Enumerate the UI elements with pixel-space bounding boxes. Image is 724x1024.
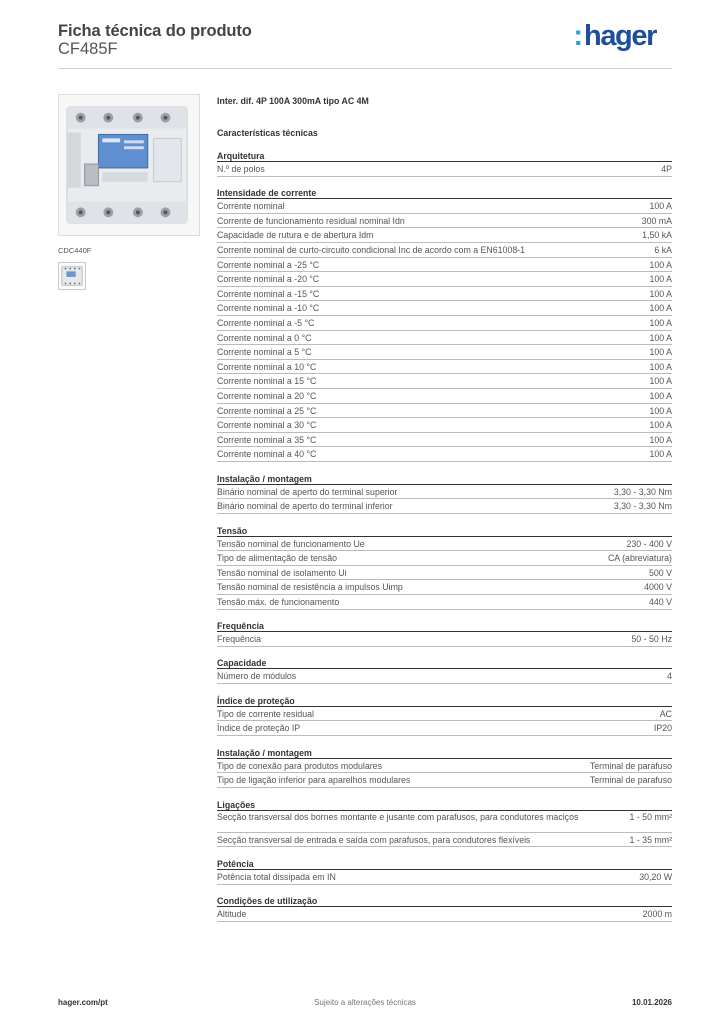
spec-label: Binário nominal de aperto do terminal superior <box>217 486 398 497</box>
spec-value: 500 V <box>649 567 672 578</box>
spec-label: Corrente nominal a -10 °C <box>217 303 320 314</box>
product-description: Inter. dif. 4P 100A 300mA tipo AC 4M <box>217 96 369 106</box>
spec-value: 1,50 kA <box>642 230 672 241</box>
spec-row <box>217 272 672 287</box>
spec-row <box>217 243 672 258</box>
spec-section <box>217 620 672 647</box>
spec-value: 100 A <box>649 332 672 343</box>
spec-row <box>217 404 672 419</box>
spec-value: Terminal de parafuso <box>589 775 672 786</box>
spec-value: 4000 V <box>644 582 672 593</box>
spec-label: N.º de polos <box>217 164 265 174</box>
spec-row <box>217 214 672 229</box>
page-header <box>58 20 672 70</box>
spec-value: 1 - 50 mm² <box>629 811 672 822</box>
spec-row <box>217 228 672 243</box>
spec-row <box>217 301 672 316</box>
footer-date: 10.01.2026 <box>631 998 672 1007</box>
spec-label: Corrente nominal a -25 °C <box>217 259 320 270</box>
spec-row <box>217 499 672 514</box>
spec-sections <box>217 150 672 922</box>
tech-characteristics-heading: Características técnicas <box>217 128 318 138</box>
spec-label: Tipo de alimentação de tensão <box>217 553 337 564</box>
spec-row <box>217 870 672 885</box>
spec-section <box>217 473 672 514</box>
spec-row <box>217 331 672 346</box>
spec-label: Capacidade de rutura e de abertura Idm <box>217 230 374 241</box>
spec-value: 100 A <box>649 201 672 212</box>
spec-row <box>217 551 672 566</box>
spec-row <box>217 316 672 331</box>
spec-row <box>217 707 672 722</box>
spec-value: 100 A <box>649 405 672 416</box>
spec-row <box>217 447 672 462</box>
spec-value: 100 A <box>649 288 672 299</box>
spec-value: 100 A <box>649 420 672 431</box>
spec-row <box>217 287 672 302</box>
spec-value: 100 A <box>649 274 672 285</box>
spec-row <box>217 759 672 774</box>
page-footer <box>58 998 672 1010</box>
section-title: Condições de utilização <box>217 895 672 907</box>
section-title: Ligações <box>217 799 672 811</box>
spec-row <box>217 360 672 375</box>
section-title: Instalação / montagem <box>217 747 672 759</box>
spec-label: Tensão nominal de isolamento Ui <box>217 567 347 578</box>
spec-label: Corrente nominal a 30 °C <box>217 420 317 431</box>
spec-row <box>217 162 672 177</box>
spec-section <box>217 799 672 848</box>
spec-value: 3,30 - 3,30 Nm <box>613 501 672 512</box>
spec-row <box>217 833 672 848</box>
spec-label: Secção transversal de entrada e saída com parafusos, para condutores flexíveis <box>217 834 531 845</box>
spec-label: Índice de proteção IP <box>217 723 301 734</box>
section-title: Instalação / montagem <box>217 473 672 485</box>
spec-row <box>217 566 672 581</box>
spec-section <box>217 657 672 684</box>
spec-label: Corrente nominal a 20 °C <box>217 391 317 401</box>
section-title: Intensidade de corrente <box>217 187 672 199</box>
spec-value: 50 - 50 Hz <box>631 634 672 645</box>
spec-label: Tensão máx. de funcionamento <box>217 596 340 607</box>
spec-value: 3,30 - 3,30 Nm <box>613 486 672 497</box>
spec-value: 100 A <box>649 449 672 460</box>
spec-label: Corrente nominal de curto-circuito condicional Inc de acordo com a EN61008-1 <box>217 245 526 256</box>
spec-label: Corrente nominal <box>217 201 285 212</box>
spec-row <box>217 632 672 647</box>
spec-label: Frequência <box>217 634 262 645</box>
section-title: Potência <box>217 858 672 870</box>
footer-website[interactable]: hager.com/pt <box>58 998 108 1007</box>
spec-section <box>217 525 672 610</box>
spec-label: Corrente nominal a 15 °C <box>217 376 317 387</box>
spec-row <box>217 485 672 500</box>
spec-label: Tensão nominal de resistência a impulsos Uimp <box>217 582 403 593</box>
spec-row <box>217 258 672 273</box>
spec-value: 100 A <box>649 259 672 270</box>
spec-value: 100 A <box>649 434 672 445</box>
section-title: Arquitetura <box>217 150 672 162</box>
product-media <box>58 94 200 290</box>
document-title: Ficha técnica do produto <box>58 22 252 40</box>
spec-label: Potência total dissipada em IN <box>217 872 336 883</box>
spec-value: 100 A <box>649 347 672 358</box>
photo-caption: CDC440F <box>58 246 92 255</box>
spec-value: 6 kA <box>654 245 672 256</box>
spec-row <box>217 811 672 833</box>
spec-label: Número de módulos <box>217 671 297 682</box>
spec-value: 100 A <box>649 318 672 329</box>
spec-label: Corrente nominal a 25 °C <box>217 405 317 416</box>
spec-value: 30,20 W <box>639 872 672 883</box>
spec-section <box>217 858 672 885</box>
spec-value: 1 - 35 mm² <box>629 834 672 845</box>
spec-row <box>217 595 672 610</box>
spec-value: 100 A <box>649 376 672 387</box>
spec-content <box>217 96 672 933</box>
section-title: Capacidade <box>217 657 672 669</box>
spec-label: Corrente nominal a -15 °C <box>217 288 320 299</box>
spec-label: Tensão nominal de funcionamento Ue <box>217 538 365 549</box>
spec-section <box>217 895 672 922</box>
spec-row <box>217 389 672 404</box>
spec-label: Corrente nominal a 10 °C <box>217 361 317 372</box>
spec-value: 4 <box>667 671 672 682</box>
spec-label: Secção transversal dos bornes montante e jusante com parafusos, para condutores maciços <box>217 811 579 822</box>
spec-value: Terminal de parafuso <box>589 760 672 771</box>
spec-value: IP20 <box>653 723 672 734</box>
section-title: Frequência <box>217 620 672 632</box>
spec-section <box>217 187 672 462</box>
spec-row <box>217 773 672 788</box>
spec-row <box>217 345 672 360</box>
spec-label: Corrente nominal a 5 °C <box>217 347 312 358</box>
footer-notice: Sujeito a alterações técnicas <box>314 998 416 1007</box>
section-title: Índice de proteção <box>217 695 672 707</box>
spec-label: Binário nominal de aperto do terminal inferior <box>217 501 393 512</box>
spec-label: Corrente nominal a 40 °C <box>217 449 317 460</box>
spec-row <box>217 433 672 448</box>
spec-label: Corrente nominal a -5 °C <box>217 318 315 329</box>
spec-row <box>217 669 672 684</box>
rcd-device-photo <box>58 94 200 236</box>
spec-section <box>217 150 672 177</box>
spec-label: Tipo de corrente residual <box>217 708 314 719</box>
spec-value: AC <box>659 708 672 719</box>
spec-value: 2000 m <box>642 909 672 920</box>
spec-label: Altitude <box>217 909 247 920</box>
spec-row <box>217 721 672 736</box>
spec-value: 230 - 400 V <box>626 538 672 549</box>
spec-row <box>217 418 672 433</box>
spec-value: CA (abreviatura) <box>607 553 672 564</box>
logo-colon: : <box>573 20 584 52</box>
spec-section <box>217 695 672 736</box>
spec-label: Corrente nominal a 0 °C <box>217 332 312 343</box>
header-divider <box>58 68 672 69</box>
spec-row <box>217 374 672 389</box>
spec-value: 100 A <box>649 391 672 401</box>
spec-value: 440 V <box>649 596 672 607</box>
spec-label: Tipo de conexão para produtos modulares <box>217 760 382 771</box>
spec-value: 100 A <box>649 303 672 314</box>
spec-label: Corrente nominal a -20 °C <box>217 274 320 285</box>
spec-label: Corrente nominal a 35 °C <box>217 434 317 445</box>
product-code: CF485F <box>58 40 118 58</box>
spec-row <box>217 537 672 552</box>
spec-row <box>217 907 672 922</box>
logo-wordmark: hager <box>584 20 656 52</box>
rcd-thumbnail-icon[interactable] <box>58 262 86 290</box>
spec-row <box>217 199 672 214</box>
spec-row <box>217 580 672 595</box>
spec-value: 4P <box>661 164 672 174</box>
section-title: Tensão <box>217 525 672 537</box>
spec-value: 100 A <box>649 361 672 372</box>
spec-value: 300 mA <box>641 215 672 226</box>
spec-label: Tipo de ligação inferior para aparelhos modulares <box>217 775 411 786</box>
hager-logo <box>573 22 656 51</box>
spec-section <box>217 747 672 788</box>
spec-label: Corrente de funcionamento residual nominal Idn <box>217 215 405 226</box>
